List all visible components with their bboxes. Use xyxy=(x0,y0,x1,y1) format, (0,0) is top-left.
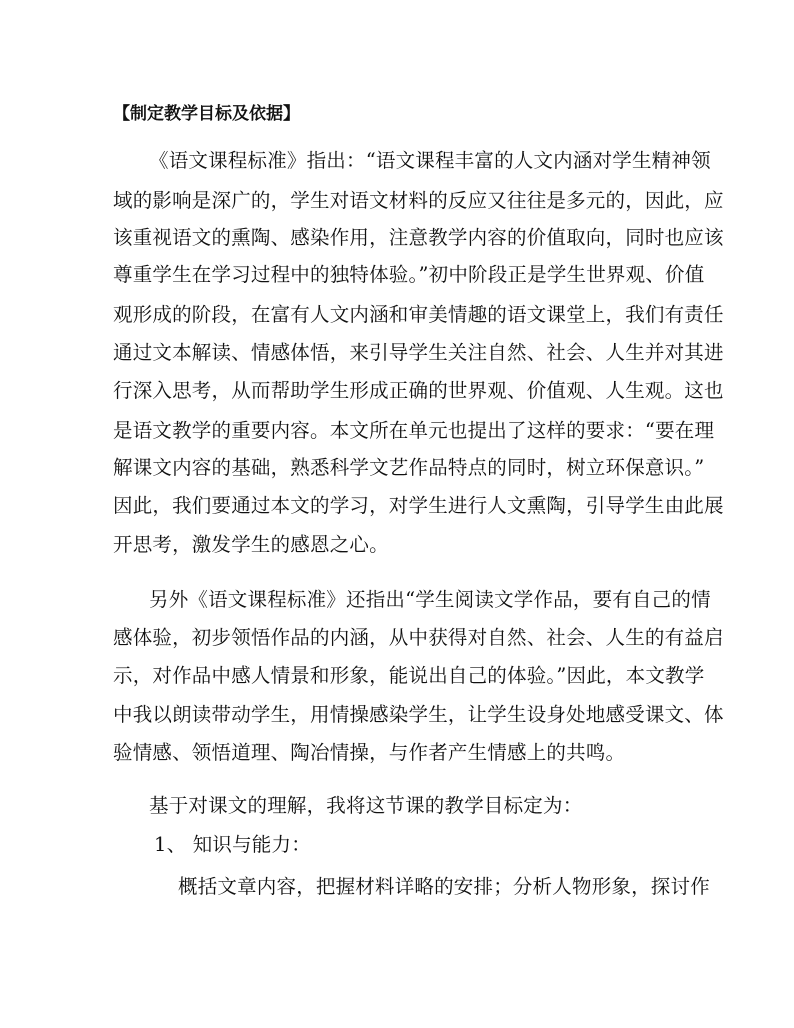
list-item-1-text: 概括文章内容，把握材料详略的安排；分析人物形象，探讨作 xyxy=(178,875,710,898)
paragraph1-line-6: 通过文本解读、情感体悟，来引导学生关注自然、社会、人生并对其进 xyxy=(113,341,724,364)
paragraph2-line-2: 感体验，初步领悟作品的内涵，从中获得对自然、社会、人生的有益启 xyxy=(113,626,724,649)
paragraph2-line-1: 另外《语文课程标准》还指出“学生阅读文学作品，要有自己的情 xyxy=(149,588,711,611)
paragraph1-line-8: 是语文教学的重要内容。本文所在单元也提出了这样的要求：“要在理 xyxy=(113,419,715,442)
paragraph3-line-1: 基于对课文的理解，我将这节课的教学目标定为： xyxy=(149,794,583,817)
paragraph2-line-5: 验情感、领悟道理、陶冶情操，与作者产生情感上的共鸣。 xyxy=(113,741,626,764)
paragraph1-line-9: 解课文内容的基础，熟悉科学文艺作品特点的同时，树立环保意识。” xyxy=(113,456,705,479)
paragraph2-line-4: 中我以朗读带动学生，用情操感染学生，让学生设身处地感受课文、体 xyxy=(113,703,724,726)
list-item-1-label: 1、 知识与能力： xyxy=(154,833,311,856)
paragraph1-line-4: 尊重学生在学习过程中的独特体验。”初中阶段正是学生世界观、价值 xyxy=(113,263,705,286)
paragraph1-line-5: 观形成的阶段，在富有人文内涵和审美情趣的语文课堂上，我们有责任 xyxy=(113,303,724,326)
paragraph2-line-3: 示，对作品中感人情景和形象，能说出自己的体验。”因此，本文教学 xyxy=(113,664,705,687)
paragraph1-line-7: 行深入思考，从而帮助学生形成正确的世界观、价值观、人生观。这也 xyxy=(113,379,724,402)
paragraph1-line-2: 域的影响是深广的，学生对语文材料的反应又往往是多元的，因此，应 xyxy=(113,189,724,212)
paragraph1-line-10: 因此，我们要通过本文的学习，对学生进行人文熏陶，引导学生由此展 xyxy=(113,494,724,517)
paragraph1-line-11: 开思考，激发学生的感恩之心。 xyxy=(113,533,389,556)
paragraph1-line-3: 该重视语文的熏陶、感染作用，注意教学内容的价值取向，同时也应该 xyxy=(113,226,724,249)
paragraph1-line-1: 《语文课程标准》指出：“语文课程丰富的人文内涵对学生精神领 xyxy=(149,149,711,172)
section-heading: 【制定教学目标及依据】 xyxy=(113,104,300,124)
